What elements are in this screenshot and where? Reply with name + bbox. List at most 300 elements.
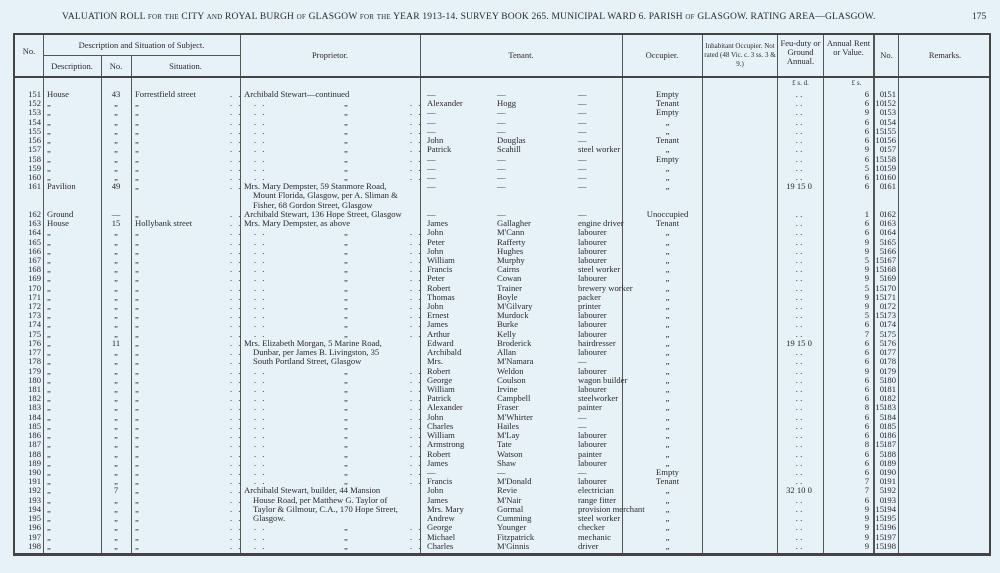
street-number: „ [114, 365, 118, 376]
leader-dots: . . [410, 116, 423, 127]
situation: „ [135, 494, 139, 505]
street-number: „ [114, 107, 118, 118]
proprietor-line: Fisher, 68 Gordon Street, Glasgow [253, 199, 373, 210]
description: „ [47, 411, 51, 422]
row-number: 187 [28, 439, 41, 450]
occupier: „ [665, 282, 670, 293]
annual-value-pounds: 6 [864, 337, 869, 348]
row-number-right: 182 [883, 393, 896, 404]
row-number-right: 168 [883, 264, 896, 275]
tenant-first-name: Mrs. [427, 356, 443, 367]
annual-value-pounds: 6 [864, 116, 869, 127]
annual-value-pounds: 9 [864, 273, 869, 284]
annual-value-pounds: 5 [864, 282, 869, 293]
row-number: 197 [28, 531, 41, 542]
description: „ [47, 254, 51, 265]
annual-value-shillings: 15 [875, 540, 884, 551]
tenant-first-name: Alexander [427, 98, 463, 109]
table-row: 182 „ „ „ . . . . „ . . Patrick Campbell steelworker „ . . 6 0 182 [15, 394, 989, 403]
leader-dots: . . [410, 420, 423, 431]
row-number: 163 [28, 218, 41, 229]
row-number: 189 [28, 457, 41, 468]
tenant-surname: — [497, 466, 506, 477]
feu-duty: . . [795, 310, 803, 321]
leader-dots: . . [230, 153, 243, 164]
tenant-occupation: labourer [578, 236, 607, 247]
tenant-first-name: Ernest [427, 310, 449, 321]
occupier: „ [665, 319, 670, 330]
table-row: 191 „ „ „ . . . . „ . . Francis M'Donald labourer Tenant . . 7 0 191 [15, 477, 989, 486]
occupier: „ [665, 430, 670, 441]
annual-value-pounds: 6 [864, 125, 869, 136]
row-number-right: 183 [883, 402, 896, 413]
tenant-first-name: — [427, 181, 436, 192]
leader-dots: . . [230, 89, 243, 99]
leader-dots: . . [410, 384, 423, 394]
tenant-surname: M'Ginnis [497, 540, 530, 551]
situation: „ [135, 144, 139, 155]
annual-value-shillings: 0 [879, 218, 884, 229]
tenant-occupation: — [578, 89, 587, 99]
street-number: „ [114, 227, 118, 238]
leader-dots: . . [230, 503, 243, 514]
street-number: „ [114, 476, 118, 487]
tenant-first-name: George [427, 522, 453, 533]
feu-duty: . . [795, 125, 803, 136]
description: „ [47, 522, 51, 533]
tenant-surname: — [497, 125, 506, 136]
description: „ [47, 384, 51, 394]
tenant-first-name: Francis [427, 476, 453, 487]
row-number: 152 [28, 98, 41, 109]
row-number: 195 [28, 513, 41, 524]
occupier: „ [665, 337, 670, 348]
feu-duty: . . [795, 107, 803, 118]
annual-value-shillings: 0 [879, 430, 884, 441]
row-number: 185 [28, 420, 41, 431]
tenant-occupation: labourer [578, 328, 607, 339]
annual-value-shillings: 10 [875, 98, 884, 109]
leader-dots: . . [230, 402, 243, 413]
tenant-surname: Trainer [497, 282, 522, 293]
tenant-occupation: steelworker [578, 393, 619, 404]
row-number-right: 167 [883, 254, 896, 265]
tenant-surname: M'Gilvary [497, 301, 533, 312]
leader-dots: . . [230, 301, 243, 312]
occupier: „ [665, 310, 670, 321]
tenant-occupation: — [578, 125, 587, 136]
annual-value-shillings: 0 [879, 107, 884, 118]
leader-dots: . . [410, 135, 423, 146]
row-number: 164 [28, 227, 41, 238]
tenant-occupation: — [578, 208, 587, 219]
row-number: 159 [28, 162, 41, 173]
tenant-occupation: range fitter [578, 494, 616, 505]
tenant-occupation: steel worker [578, 513, 621, 524]
tenant-occupation: labourer [578, 476, 607, 487]
annual-value-shillings: 5 [879, 448, 884, 459]
leader-dots: . . [410, 328, 423, 339]
tenant-first-name: James [427, 457, 449, 468]
proprietor [244, 357, 422, 366]
tenant-occupation: mechanic [578, 531, 611, 542]
situation: „ [135, 291, 139, 302]
table-row: 155 „ „ „ . . . . „ . . — — — „ . . 6 15 155 [15, 127, 989, 136]
situation: „ [135, 264, 139, 275]
row-number-right: 162 [883, 208, 896, 219]
tenant-surname: Shaw [497, 457, 517, 468]
leader-dots: . . [410, 98, 423, 109]
leader-dots: . . [230, 430, 243, 441]
feu-duty: . . [795, 135, 803, 146]
annual-value-shillings: 0 [879, 494, 884, 505]
row-number: 172 [28, 301, 41, 312]
table-row: 180 „ „ „ . . . . „ . . George Coulson wagon builder „ . . 6 5 180 [15, 376, 989, 385]
tenant-first-name: — [427, 153, 436, 164]
annual-value-shillings: 15 [875, 513, 884, 524]
situation: „ [135, 107, 139, 118]
description: House [47, 218, 69, 229]
row-number-right: 152 [883, 98, 896, 109]
proprietor-line: South Portland Street, Glasgow [253, 356, 362, 367]
leader-dots: . . [230, 540, 243, 551]
annual-value-shillings: 0 [879, 457, 884, 468]
situation: „ [135, 245, 139, 256]
tenant-first-name: George [427, 374, 453, 385]
row-number: 178 [28, 356, 41, 367]
leader-dots: . . [230, 310, 243, 321]
situation: „ [135, 513, 139, 524]
tenant-surname: Cumming [497, 513, 532, 524]
occupier: „ [665, 162, 670, 173]
description: Ground [47, 208, 74, 219]
street-number: „ [114, 319, 118, 330]
leader-dots: . . [230, 513, 243, 524]
situation: „ [135, 181, 139, 192]
tenant-surname: Broderick [497, 337, 532, 348]
occupier: „ [665, 393, 670, 404]
leader-dots: . . [230, 319, 243, 330]
row-number: 170 [28, 282, 41, 293]
annual-value-pounds: 7 [864, 485, 869, 496]
annual-value-shillings: 15 [875, 153, 884, 164]
proprietor-line: Glasgow. [253, 513, 286, 524]
situation: „ [135, 135, 139, 146]
description: „ [47, 171, 51, 182]
feu-duty: . . [795, 254, 803, 265]
col-occupier: Occupier. [645, 50, 679, 60]
situation: Forrestfield street [135, 89, 196, 99]
feu-duty: . . [795, 328, 803, 339]
description: „ [47, 310, 51, 321]
street-number: „ [114, 310, 118, 321]
street-number: „ [114, 135, 118, 146]
occupier: „ [665, 181, 670, 192]
row-number: 168 [28, 264, 41, 275]
tenant-first-name: Archibald [427, 347, 462, 358]
street-number: „ [114, 236, 118, 247]
leader-dots: . . [230, 374, 243, 385]
leader-dots: . . [410, 264, 423, 275]
leader-dots: . . [410, 153, 423, 164]
occupier: „ [665, 273, 670, 284]
table-row: 183 „ „ „ . . . . „ . . Alexander Fraser painter „ . . 8 15 183 [15, 403, 989, 412]
tenant-first-name: — [427, 162, 436, 173]
feu-duty: . . [795, 218, 803, 229]
tenant-surname: Fitzpatrick [497, 531, 535, 542]
row-number-right: 188 [883, 448, 896, 459]
leader-dots: . . [410, 162, 423, 173]
annual-value-shillings: 0 [879, 347, 884, 358]
description: „ [47, 162, 51, 173]
situation: „ [135, 448, 139, 459]
feu-duty: . . [795, 393, 803, 404]
tenant-surname: — [497, 181, 506, 192]
feu-duty: . . [795, 301, 803, 312]
leader-dots: . . [230, 236, 243, 247]
annual-value-pounds: 8 [864, 439, 869, 450]
street-number: „ [114, 448, 118, 459]
annual-value-shillings: 10 [875, 171, 884, 182]
occupier: „ [665, 291, 670, 302]
annual-value-pounds: 6 [864, 171, 869, 182]
table-row: 169 „ „ „ . . . . „ . . Peter Cowan labourer „ . . 9 5 169 [15, 274, 989, 283]
tenant-surname: Rafferty [497, 236, 526, 247]
occupier: „ [665, 540, 670, 551]
annual-value-shillings: 5 [879, 236, 884, 247]
description: „ [47, 503, 51, 514]
table-row: 174 „ „ „ . . . . „ . . James Burke labourer „ . . 6 0 174 [15, 320, 989, 329]
description: „ [47, 466, 51, 477]
street-number: „ [114, 254, 118, 265]
annual-value-shillings: 15 [875, 264, 884, 275]
description: „ [47, 125, 51, 136]
row-number: 174 [28, 319, 41, 330]
leader-dots: . . [230, 254, 243, 265]
situation: „ [135, 457, 139, 468]
annual-value-shillings: 5 [879, 245, 884, 256]
leader-dots: . . [410, 466, 423, 477]
table-row: 185 „ „ „ . . . . „ . . Charles Hailes — „ . . 6 0 185 [15, 422, 989, 431]
occupier: „ [665, 254, 670, 265]
annual-value-shillings: 15 [875, 254, 884, 265]
street-number: „ [114, 347, 118, 358]
annual-value-pounds: 9 [864, 503, 869, 514]
situation: „ [135, 420, 139, 431]
annual-value-pounds: 7 [864, 476, 869, 487]
situation: „ [135, 393, 139, 404]
tenant-surname: M'Donald [497, 476, 532, 487]
row-number-right: 190 [883, 466, 896, 477]
description: „ [47, 153, 51, 164]
tenant-occupation: — [578, 162, 587, 173]
row-number: 198 [28, 540, 41, 551]
occupier: „ [665, 356, 670, 367]
description: „ [47, 291, 51, 302]
street-number: „ [114, 264, 118, 275]
situation: „ [135, 466, 139, 477]
annual-value-pounds: 9 [864, 144, 869, 155]
tenant-surname: Kelly [497, 328, 517, 339]
description: „ [47, 135, 51, 146]
row-number: 151 [28, 89, 41, 99]
tenant-first-name: — [427, 125, 436, 136]
street-number: „ [114, 430, 118, 441]
feu-duty: . . [795, 457, 803, 468]
situation: „ [135, 319, 139, 330]
annual-value-shillings: 15 [875, 310, 884, 321]
situation: „ [135, 439, 139, 450]
row-number-right: 178 [883, 356, 896, 367]
tenant-first-name: Edward [427, 337, 454, 348]
tenant-surname: Murphy [497, 254, 525, 265]
occupier: „ [665, 457, 670, 468]
leader-dots: . . [410, 411, 423, 422]
situation: „ [135, 337, 139, 348]
situation: „ [135, 171, 139, 182]
annual-value-shillings: 15 [875, 402, 884, 413]
annual-value-shillings: 5 [879, 485, 884, 496]
annual-units: £ s. [851, 79, 862, 87]
tenant-surname: Campbell [497, 393, 531, 404]
row-number-right: 192 [883, 485, 896, 496]
street-number: „ [114, 402, 118, 413]
feu-duty: . . [795, 153, 803, 164]
tenant-occupation: packer [578, 291, 601, 302]
row-number-right: 193 [883, 494, 896, 505]
feu-duty: 32 10 0 [786, 485, 812, 496]
proprietor-line: Mrs. Mary Dempster, as above [244, 218, 351, 229]
feu-duty: 19 15 0 [786, 337, 812, 348]
row-number-right: 155 [883, 125, 896, 136]
tenant-occupation: steel worker [578, 144, 621, 155]
table-row: 186 „ „ „ . . . . „ . . William M'Lay labourer „ . . 6 0 186 [15, 431, 989, 440]
feu-duty: . . [795, 402, 803, 413]
street-number: „ [114, 513, 118, 524]
street-number: 7 [113, 485, 119, 496]
tenant-first-name: John [427, 245, 444, 256]
row-number-right: 195 [883, 513, 896, 524]
annual-value-pounds: 6 [864, 457, 869, 468]
row-number-right: 181 [883, 384, 896, 394]
row-number-right: 173 [883, 310, 896, 321]
table-row: 175 „ „ „ . . . . „ . . Arthur Kelly labourer „ . . 7 5 175 [15, 330, 989, 339]
row-number: 173 [28, 310, 41, 321]
row-number-right: 186 [883, 430, 896, 441]
street-number: „ [114, 116, 118, 127]
row-number: 181 [28, 384, 41, 394]
leader-dots: . . [410, 476, 423, 487]
occupier: Tenant [655, 98, 680, 109]
tenant-occupation: labourer [578, 384, 607, 394]
tenant-surname: Weldon [497, 365, 524, 376]
tenant-surname: Boyle [497, 291, 518, 302]
tenant-first-name: Peter [427, 236, 445, 247]
occupier: Tenant [655, 135, 680, 146]
table-row: 157 „ „ „ . . . . „ . . Patrick Scahill steel worker „ . . 9 0 157 [15, 145, 989, 154]
tenant-first-name: Patrick [427, 393, 452, 404]
tenant-occupation: steel worker [578, 264, 621, 275]
tenant-first-name: John [427, 227, 444, 238]
tenant-first-name: Robert [427, 282, 451, 293]
tenant-surname: Younger [497, 522, 527, 533]
annual-value-pounds: 9 [864, 107, 869, 118]
row-number-right: 153 [883, 107, 896, 118]
tenant-first-name: James [427, 218, 449, 229]
tenant-occupation: — [578, 135, 587, 146]
occupier: Tenant [655, 476, 680, 487]
row-number: 190 [28, 466, 41, 477]
situation: Hollybank street [135, 218, 193, 229]
tenant-occupation: labourer [578, 319, 607, 330]
leader-dots: . . [410, 107, 423, 118]
row-number: 193 [28, 494, 41, 505]
feu-duty: . . [795, 356, 803, 367]
tenant-surname: Murdock [497, 310, 529, 321]
tenant-occupation: labourer [578, 430, 607, 441]
tenant-occupation: — [578, 411, 587, 422]
tenant-surname: — [497, 116, 506, 127]
leader-dots: . . [230, 227, 243, 238]
tenant-first-name: — [427, 89, 436, 99]
situation: „ [135, 365, 139, 376]
annual-value-pounds: 5 [864, 310, 869, 321]
row-number: 166 [28, 245, 41, 256]
leader-dots: . . [230, 208, 243, 219]
street-number: „ [114, 531, 118, 542]
proprietor [244, 90, 422, 99]
leader-dots: . . [230, 245, 243, 256]
leader-dots: . . [230, 457, 243, 468]
row-number: 177 [28, 347, 41, 358]
occupier: „ [665, 503, 670, 514]
col-description: Description. [51, 61, 93, 71]
row-number: 176 [28, 337, 41, 348]
street-number: „ [114, 466, 118, 477]
situation: „ [135, 485, 139, 496]
annual-value-shillings: 0 [879, 420, 884, 431]
annual-value-shillings: 5 [879, 374, 884, 385]
street-number: „ [114, 273, 118, 284]
feu-duty: . . [795, 227, 803, 238]
tenant-first-name: William [427, 384, 455, 394]
leader-dots: . . [410, 457, 423, 468]
tenant-occupation: labourer [578, 310, 607, 321]
tenant-surname: M'Cann [497, 227, 525, 238]
description: „ [47, 301, 51, 312]
tenant-surname: Tate [497, 439, 512, 450]
proprietor-line: Taylor & Gilmour, C.A., 170 Hope Street, [253, 503, 398, 514]
description: „ [47, 540, 51, 551]
situation: „ [135, 384, 139, 394]
proprietor-line: Mrs. Mary Dempster, 59 Stanmore Road, [244, 181, 387, 192]
description: „ [47, 402, 51, 413]
table-row: 165 „ „ „ . . . . „ . . Peter Rafferty labourer „ . . 9 5 165 [15, 238, 989, 247]
row-number: 191 [28, 476, 41, 487]
row-number: 165 [28, 236, 41, 247]
proprietor-line: Mrs. Elizabeth Morgan, 5 Marine Road, [244, 337, 382, 348]
tenant-surname: Allan [497, 347, 517, 358]
row-number-right: 165 [883, 236, 896, 247]
tenant-occupation: labourer [578, 457, 607, 468]
occupier: „ [665, 328, 670, 339]
row-number-right: 179 [883, 365, 896, 376]
description: „ [47, 236, 51, 247]
col-situation: Situation. [169, 61, 202, 71]
tenant-first-name: Charles [427, 540, 454, 551]
situation: „ [135, 125, 139, 136]
description: „ [47, 393, 51, 404]
